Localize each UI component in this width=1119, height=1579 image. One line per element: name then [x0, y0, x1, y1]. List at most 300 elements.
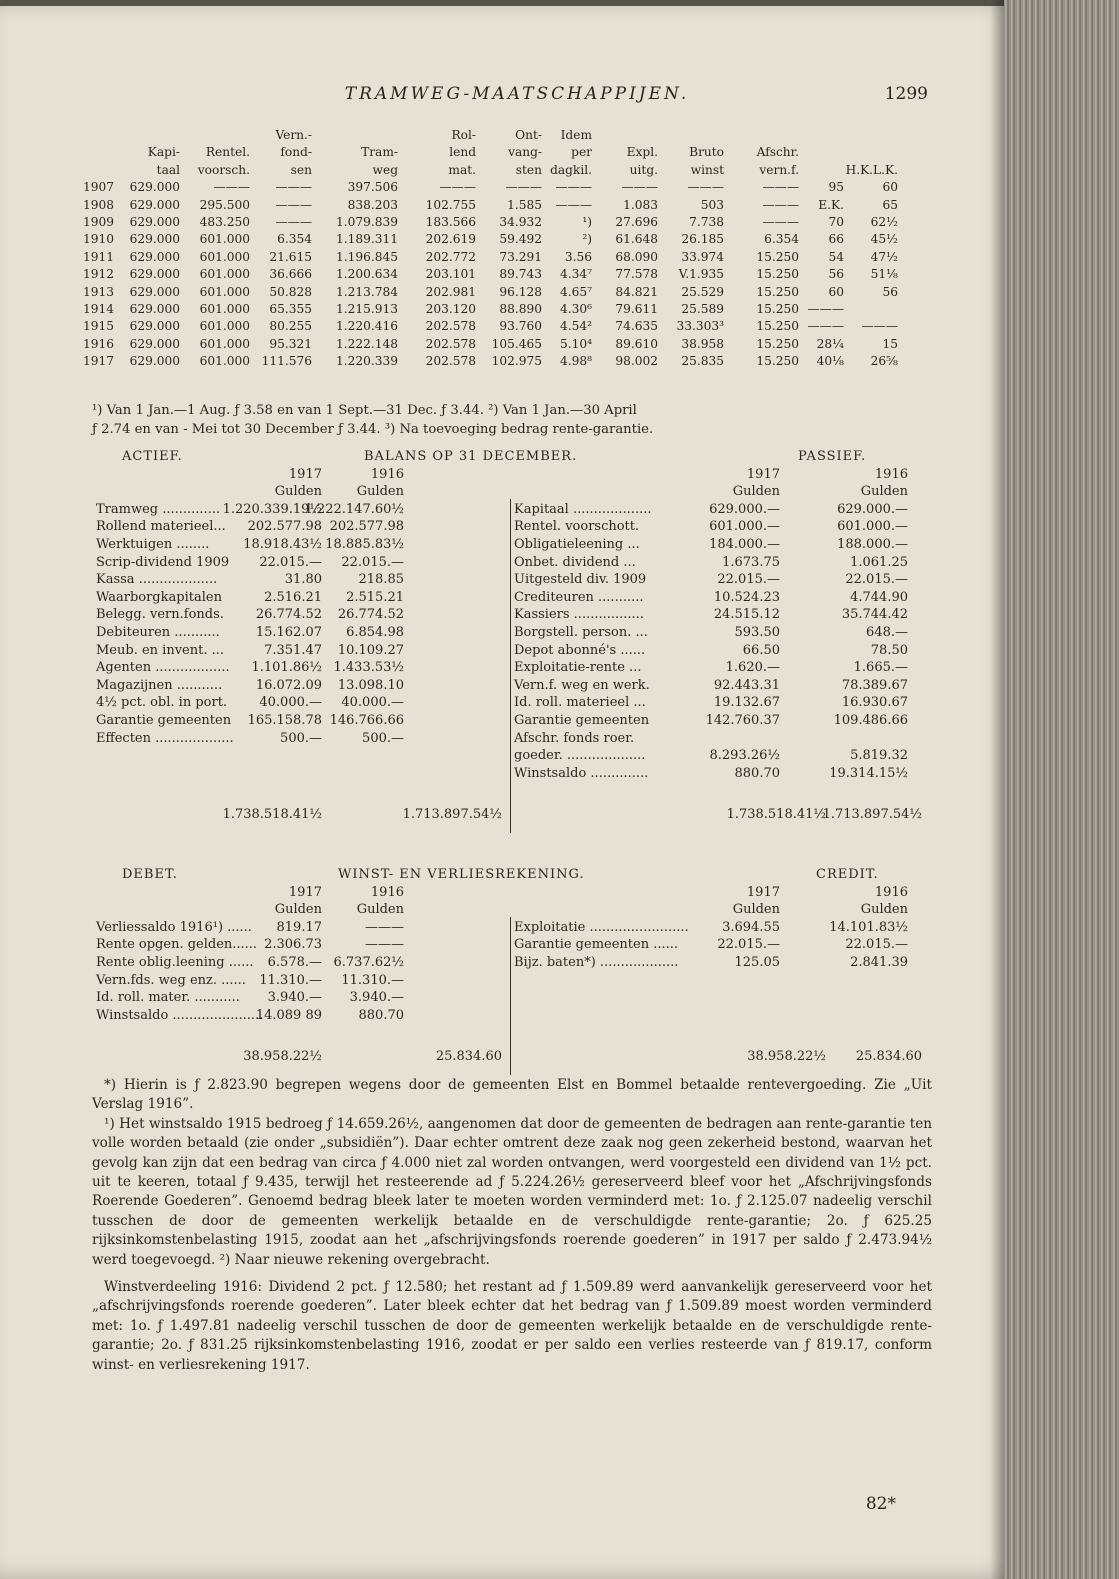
table-cell: 77.578: [615, 267, 658, 282]
table-cell: 4.54²: [559, 319, 592, 334]
table-cell: 61.648: [615, 232, 658, 247]
liability-value-1916: 78.50: [870, 642, 908, 658]
table-cell: ———: [807, 319, 844, 334]
liability-label: Kapitaal ...................: [514, 501, 652, 517]
table-row: [82, 336, 922, 353]
section-left-title: DEBET.: [122, 867, 178, 882]
table-cell: 26.185: [681, 232, 724, 247]
liability-value-1916: 629.000.—: [837, 501, 908, 517]
debit-label: Vern.fds. weg enz. ......: [96, 972, 246, 988]
table-cell: 60: [828, 284, 844, 299]
liability-label: Kassiers .................: [514, 607, 644, 623]
table-cell: 1.213.784: [335, 284, 398, 299]
table-cell: ¹): [582, 214, 592, 229]
table-cell: ———: [687, 180, 724, 195]
year-cell: 1907: [82, 180, 114, 195]
table-cell: 25.589: [681, 301, 724, 316]
table-cell: 98.002: [615, 354, 658, 369]
section-title: WINST- EN VERLIESREKENING.: [338, 867, 585, 882]
unit-header: Gulden: [356, 484, 404, 500]
asset-label: Waarborgkapitalen: [96, 589, 222, 605]
credit-value-1916: 14.101.83½: [829, 919, 908, 935]
table-row: [82, 301, 922, 318]
table-cell: 59.492: [499, 232, 542, 247]
debit-value-1917: 14.089 89: [255, 1007, 322, 1023]
total-right-1916: 25.834.60: [855, 1049, 922, 1064]
table-cell: 38.958: [681, 336, 724, 351]
liability-value-1917: 184.000.—: [709, 537, 780, 552]
year-header: 1916: [874, 884, 908, 900]
table-cell: 483.250: [199, 214, 250, 229]
debit-label: Id. roll. mater. ...........: [96, 990, 240, 1006]
unit-header: Gulden: [732, 902, 780, 918]
credit-value-1916: 22.015.—: [845, 937, 908, 953]
table-cell: 79.611: [615, 301, 658, 316]
table-cell: 66: [828, 232, 844, 247]
table-cell: 51⅛: [870, 267, 898, 282]
table-row: [82, 249, 922, 266]
liability-value-1916: 109.486.66: [833, 713, 908, 728]
table-cell: 34.932: [499, 214, 542, 229]
asset-label: Effecten ...................: [96, 730, 234, 746]
table-cell: 88.890: [499, 301, 542, 316]
asset-value-1916: 2.515.21: [346, 589, 404, 605]
table-cell: 601.000: [199, 267, 250, 282]
asset-value-1916: 22.015.—: [341, 554, 404, 570]
table-cell: E.K.: [818, 197, 844, 212]
column-header: taal: [156, 162, 180, 177]
table-cell: ———: [275, 197, 312, 212]
table-cell: 47½: [870, 249, 898, 264]
table-cell: 15.250: [756, 336, 799, 351]
total-right-1916: 1.713.897.54½: [822, 807, 922, 822]
table-cell: 1.220.339: [335, 354, 398, 369]
table-cell: 65: [882, 197, 898, 212]
table-cell: 56: [828, 267, 844, 282]
table-cell: 503: [700, 197, 724, 212]
table-cell: 111.576: [261, 354, 312, 369]
liability-value-1917: 880.70: [734, 765, 780, 781]
asset-label: Rollend materieel...: [96, 519, 226, 535]
column-header: fond-: [280, 145, 312, 160]
column-header: Tram-: [361, 145, 398, 160]
asset-label: Werktuigen ........: [96, 537, 210, 552]
asset-value-1917: 1.101.86½: [251, 660, 322, 676]
table-cell: 629.000: [129, 232, 180, 247]
asset-value-1916: 202.577.98: [329, 519, 404, 535]
table-cell: 629.000: [129, 319, 180, 334]
column-header: H.K.L.K.: [845, 162, 898, 177]
total-right-1917: 38.958.22½: [747, 1049, 826, 1064]
table-cell: 15.250: [756, 284, 799, 299]
table-cell: 15.250: [756, 319, 799, 334]
asset-value-1917: 40.000.—: [259, 695, 322, 711]
table-cell: 89.743: [499, 267, 542, 282]
table-cell: 838.203: [347, 197, 398, 212]
debit-value-1917: 11.310.—: [259, 972, 322, 988]
table-cell: 1.079.839: [335, 214, 398, 229]
table-cell: 95: [828, 180, 844, 195]
table-cell: ———: [861, 319, 898, 334]
table-cell: 15.250: [756, 301, 799, 316]
column-header: uitg.: [629, 162, 658, 177]
table-cell: 15.250: [756, 249, 799, 264]
credit-label: Exploitatie ........................: [514, 919, 689, 935]
debit-value-1916: 880.70: [358, 1007, 404, 1023]
table-cell: 629.000: [129, 336, 180, 351]
table-row: [82, 266, 922, 283]
total-left-1917: 1.738.518.41½: [222, 807, 322, 822]
liability-value-1917: 593.50: [734, 625, 780, 640]
year-header: 1917: [288, 884, 322, 900]
table-cell: ———: [505, 180, 542, 195]
debit-value-1916: ———: [365, 919, 404, 935]
column-header: voorsch.: [197, 162, 250, 177]
table-cell: 25.835: [681, 354, 724, 369]
table-cell: 4.34⁷: [559, 267, 592, 282]
asset-value-1916: 40.000.—: [341, 695, 404, 711]
asset-value-1916: 13.098.10: [337, 677, 404, 693]
note-paragraph: *) Hierin is ƒ 2.823.90 begrepen wegens door de gemeenten Elst en Bommel betaalde rentevergoeding. Zie „Uit Verslag 1916”.: [92, 1077, 932, 1113]
statistics-table: [82, 127, 922, 370]
table-cell: 4.65⁷: [559, 284, 592, 299]
table-cell: 629.000: [129, 197, 180, 212]
debit-label: Verliessaldo 1916¹) ......: [96, 919, 252, 935]
column-header: vern.f.: [759, 162, 799, 177]
liability-value-1917: 22.015.—: [717, 572, 780, 588]
asset-value-1917: 15.162.07: [255, 625, 322, 640]
year-header: 1917: [288, 466, 322, 482]
table-cell: ———: [621, 180, 658, 195]
asset-label: Debiteuren ...........: [96, 625, 220, 640]
table-cell: ———: [275, 180, 312, 195]
table-cell: 1.220.416: [335, 319, 398, 334]
year-header: 1916: [874, 466, 908, 482]
year-cell: 1915: [82, 319, 114, 334]
liability-label: Depot abonné's ......: [514, 642, 646, 658]
table-cell: 601.000: [199, 354, 250, 369]
table-cell: 1.189.311: [335, 232, 398, 247]
liability-value-1917: 8.293.26½: [709, 748, 780, 764]
table-cell: 203.120: [425, 301, 476, 316]
asset-label: Tramweg ..............: [96, 501, 221, 517]
column-divider: [510, 499, 511, 833]
asset-value-1917: 16.072.09: [255, 677, 322, 693]
table-cell: 54: [828, 249, 844, 264]
table-cell: 62½: [870, 214, 898, 229]
unit-header: Gulden: [860, 902, 908, 918]
table-cell: 202.981: [425, 284, 476, 299]
table-cell: 202.578: [425, 354, 476, 369]
column-header: Idem: [560, 128, 592, 142]
table-row: [82, 353, 922, 370]
table-cell: 629.000: [129, 267, 180, 282]
table-cell: 102.975: [491, 354, 542, 369]
debit-value-1916: 3.940.—: [349, 990, 404, 1006]
table-row: [82, 197, 922, 214]
asset-value-1917: 26.774.52: [255, 607, 322, 623]
column-divider: [510, 917, 511, 1075]
debit-value-1916: 6.737.62½: [333, 955, 404, 970]
debit-value-1916: ———: [365, 937, 404, 953]
table-row: [82, 318, 922, 335]
asset-value-1916: 18.885.83½: [325, 537, 404, 552]
total-right-1917: 1.738.518.41½: [726, 807, 826, 822]
liability-value-1917: 92.443.31: [713, 677, 780, 693]
liability-value-1917: 629.000.—: [709, 501, 780, 517]
asset-value-1916: 218.85: [358, 572, 404, 588]
column-header: winst: [690, 162, 724, 177]
table-cell: ———: [762, 197, 799, 212]
section-right-title: CREDIT.: [816, 867, 879, 882]
year-cell: 1917: [82, 354, 114, 369]
table-cell: ———: [555, 197, 592, 212]
note-paragraph: ¹) Het winstsaldo 1915 bedroeg ƒ 14.659.26½, aangenomen dat door de gemeenten de bedragen aan rente-garantie ten volle worden betaald (zie onder „subsidiën”). Daar echter omtrent deze zaak nog geen zekerheid bestond, waarvan het gevolg kan zijn dat een bedrag van circa ƒ 4.000 niet zal worden ontvangen, werd voorgesteld een dividend van 1½ pct. uit te keeren, totaal ƒ 9.435, terwijl het resteerende ad ƒ 5.224.26½ gereserveerd bleef voor het „Afschrijvingsfonds Roerende Goederen”. Genoemd bedrag bleek later te moeten worden verminderd met: 1o. ƒ 2.125.07 nadeelig verschil tusschen de door de gemeenten werkelijk betaalde en de verschuldigde rente-garantie; 2o. ƒ 625.25 rijksinkomstenbelasting 1915, zoodat aan het „afschrijvingsfonds roerende goederen” in 1917 per saldo ƒ 2.473.94½ werd toegevoegd. ²) Naar nieuwe rekening overgebracht.: [92, 1115, 932, 1268]
table-cell: 102.755: [425, 197, 476, 212]
unit-header: Gulden: [860, 484, 908, 500]
year-cell: 1908: [82, 197, 114, 212]
column-header: Rentel.: [205, 145, 250, 160]
liability-label: Obligatieleening ...: [514, 537, 640, 552]
unit-header: Gulden: [274, 484, 322, 500]
table-cell: 629.000: [129, 249, 180, 264]
table-cell: 629.000: [129, 180, 180, 195]
table-cell: 21.615: [269, 249, 312, 264]
running-title: TRAMWEG-MAATSCHAPPIJEN.: [344, 84, 690, 104]
table-footnotes: [92, 401, 932, 439]
table-cell: 202.578: [425, 336, 476, 351]
footnote-line: ¹) Van 1 Jan.—1 Aug. ƒ 3.58 en van 1 Sept.—31 Dec. ƒ 3.44. ²) Van 1 Jan.—30 April: [92, 403, 637, 418]
table-cell: 183.566: [425, 214, 476, 229]
table-cell: 202.772: [425, 249, 476, 264]
asset-label: Garantie gemeenten: [96, 713, 232, 728]
asset-label: Kassa ...................: [96, 572, 218, 588]
column-header: Ont-: [515, 128, 542, 142]
unit-header: Gulden: [356, 902, 404, 918]
liability-value-1916: 1.061.25: [850, 554, 908, 570]
table-cell: ———: [275, 214, 312, 229]
table-cell: 15.250: [756, 267, 799, 282]
table-cell: 95.321: [269, 336, 312, 351]
liability-label: Vern.f. weg en werk.: [514, 677, 650, 693]
debit-value-1917: 6.578.—: [267, 955, 322, 970]
year-header: 1917: [746, 884, 780, 900]
table-cell: 65.355: [269, 301, 312, 316]
column-header: dagkil.: [550, 162, 592, 177]
liability-value-1916: 188.000.—: [837, 537, 908, 552]
column-header: mat.: [448, 162, 476, 177]
asset-label: Meub. en invent. ...: [96, 642, 224, 658]
table-cell: 3.56: [564, 249, 592, 264]
asset-label: 4½ pct. obl. in port.: [96, 695, 228, 711]
table-row: [82, 231, 922, 248]
table-cell: 56: [882, 284, 898, 299]
column-header: sen: [290, 162, 312, 177]
column-header: Expl.: [626, 145, 658, 160]
asset-value-1917: 165.158.78: [247, 713, 322, 728]
table-cell: 1.585: [507, 197, 542, 212]
table-cell: 1.222.148: [335, 336, 398, 351]
note-paragraph: Winstverdeeling 1916: Dividend 2 pct. ƒ 12.580; het restant ad ƒ 1.509.89 werd aanvankelijk gereserveerd voor het „afschrijvingsfonds roerende goederen”. Later bleek echter dat het bedrag van ƒ 1.509.89 moest worden verminderd met: 1o. ƒ 1.497.81 nadeelig verschil tusschen de door de gemeenten werkelijk betaalde en de verschuldigde rente-garantie; 2o. ƒ 831.25 rijksinkomstenbelasting 1916, zoodat er per saldo een verlies resteerde van ƒ 819.17, conform winst- en verliesrekening 1917.: [92, 1279, 932, 1373]
credit-value-1917: 125.05: [734, 955, 780, 970]
asset-value-1916: 10.109.27: [337, 642, 404, 658]
total-left-1916: 1.713.897.54½: [402, 807, 502, 822]
table-cell: 33.974: [681, 249, 724, 264]
table-cell: 6.354: [277, 232, 312, 247]
liability-label: goeder. ...................: [514, 748, 646, 764]
table-cell: 6.354: [764, 232, 799, 247]
liability-label: Rentel. voorschott.: [514, 519, 640, 535]
table-cell: ²): [582, 232, 592, 247]
scan-top-band: [0, 0, 1018, 6]
credit-value-1917: 3.694.55: [722, 919, 780, 935]
table-cell: 33.303³: [676, 319, 724, 334]
column-header: Kapi-: [147, 145, 180, 160]
page-header: [96, 84, 938, 112]
header-row-1: [92, 127, 922, 144]
table-cell: 601.000: [199, 319, 250, 334]
debit-value-1917: 3.940.—: [267, 990, 322, 1006]
table-cell: 629.000: [129, 301, 180, 316]
table-cell: 629.000: [129, 354, 180, 369]
column-header: Rol-: [451, 128, 476, 142]
table-cell: 80.255: [269, 319, 312, 334]
table-cell: 7.738: [689, 214, 724, 229]
table-cell: 84.821: [615, 284, 658, 299]
notes-block: [92, 1076, 932, 1375]
asset-label: Scrip-dividend 1909: [96, 554, 230, 570]
liability-value-1917: 142.760.37: [705, 713, 780, 728]
liability-label: Exploitatie-rente ...: [514, 660, 642, 676]
year-header: 1917: [746, 466, 780, 482]
table-row: [82, 284, 922, 301]
footnote-line: ƒ 2.74 en van - Mei tot 30 December ƒ 3.44. ³) Na toevoeging bedrag rente-garantie.: [92, 422, 654, 437]
asset-value-1917: 31.80: [284, 572, 322, 588]
liability-label: Crediteuren ...........: [514, 589, 644, 605]
asset-value-1916: 1.222.147.60½: [304, 501, 404, 517]
liability-label: Uitgesteld div. 1909: [514, 572, 647, 588]
total-left-1917: 38.958.22½: [243, 1049, 322, 1064]
table-cell: 26⅝: [870, 354, 898, 369]
asset-value-1916: 6.854.98: [346, 625, 404, 640]
asset-value-1916: 146.766.66: [329, 713, 404, 728]
asset-value-1917: 202.577.98: [247, 519, 322, 535]
table-cell: 68.090: [615, 249, 658, 264]
liability-value-1916: 5.819.32: [850, 748, 908, 764]
table-cell: 1.215.913: [335, 301, 398, 316]
year-cell: 1911: [82, 249, 114, 264]
table-row: [82, 214, 922, 231]
asset-label: Belegg. vern.fonds.: [96, 607, 224, 623]
liability-value-1916: 4.744.90: [850, 589, 908, 605]
section-right-title: PASSIEF.: [798, 449, 867, 464]
header-row-2: [92, 144, 922, 161]
debit-value-1917: 819.17: [276, 919, 322, 935]
liability-value-1917: 1.620.—: [725, 660, 780, 676]
page-number: 1299: [884, 84, 928, 104]
unit-header: Gulden: [274, 902, 322, 918]
liability-label: Onbet. dividend ...: [514, 554, 636, 570]
year-header: 1916: [370, 884, 404, 900]
asset-value-1917: 500.—: [280, 730, 322, 746]
table-cell: V.1.935: [678, 267, 724, 282]
asset-value-1917: 1.220.339.19½: [222, 501, 322, 517]
year-cell: 1916: [82, 336, 114, 351]
table-row: [82, 179, 922, 196]
liability-label: Garantie gemeenten: [514, 713, 650, 728]
table-cell: 27.696: [615, 214, 658, 229]
liability-label: Winstsaldo ..............: [514, 765, 649, 781]
table-cell: 202.578: [425, 319, 476, 334]
liability-value-1917: 601.000.—: [709, 519, 780, 535]
year-cell: 1913: [82, 284, 114, 299]
table-cell: ———: [807, 301, 844, 316]
liability-value-1917: 10.524.23: [713, 589, 780, 605]
liability-value-1917: 1.673.75: [722, 554, 780, 570]
section-left-title: ACTIEF.: [122, 449, 183, 464]
liability-label: Afschr. fonds roer.: [514, 730, 635, 746]
table-cell: 15.250: [756, 354, 799, 369]
table-cell: 629.000: [129, 214, 180, 229]
table-cell: 601.000: [199, 301, 250, 316]
liability-label: Id. roll. materieel ...: [514, 695, 646, 711]
liability-value-1916: 16.930.67: [841, 695, 908, 711]
table-cell: 601.000: [199, 232, 250, 247]
liability-label: Borgstell. person. ...: [514, 625, 648, 640]
asset-value-1916: 500.—: [362, 730, 404, 746]
table-cell: 73.291: [499, 249, 542, 264]
year-header: 1916: [370, 466, 404, 482]
table-cell: 50.828: [269, 284, 312, 299]
table-cell: 5.10⁴: [559, 336, 592, 351]
table-cell: 40⅛: [816, 354, 844, 369]
column-header: Vern.-: [275, 128, 312, 142]
table-cell: 1.196.845: [335, 249, 398, 264]
credit-value-1917: 22.015.—: [717, 937, 780, 953]
asset-value-1917: 2.516.21: [264, 589, 322, 605]
table-cell: ———: [439, 180, 476, 195]
column-header: weg: [372, 162, 398, 177]
debit-value-1917: 2.306.73: [264, 937, 322, 953]
header-row-3: [92, 162, 922, 179]
credit-label: Garantie gemeenten ......: [514, 937, 678, 953]
table-cell: 60: [882, 180, 898, 195]
asset-value-1917: 18.918.43½: [243, 537, 322, 552]
section-title: BALANS OP 31 DECEMBER.: [364, 449, 578, 464]
book-page-edges: [1004, 0, 1119, 1579]
table-cell: 601.000: [199, 336, 250, 351]
year-cell: 1914: [82, 301, 114, 316]
column-header: Bruto: [689, 145, 724, 160]
year-cell: 1912: [82, 267, 114, 282]
table-cell: 203.101: [425, 267, 476, 282]
table-cell: 1.083: [623, 197, 658, 212]
liability-value-1916: 601.000.—: [837, 519, 908, 535]
total-left-1916: 25.834.60: [435, 1049, 502, 1064]
table-cell: 96.128: [499, 284, 542, 299]
signature-mark: 82*: [865, 1494, 896, 1514]
table-cell: 202.619: [425, 232, 476, 247]
table-cell: 295.500: [199, 197, 250, 212]
asset-value-1917: 7.351.47: [264, 642, 322, 658]
table-cell: 629.000: [129, 284, 180, 299]
table-cell: 601.000: [199, 249, 250, 264]
table-cell: 1.200.634: [335, 267, 398, 282]
table-cell: ———: [762, 214, 799, 229]
table-cell: 15: [882, 336, 898, 351]
table-cell: 74.635: [615, 319, 658, 334]
liability-value-1916: 19.314.15½: [829, 765, 908, 781]
